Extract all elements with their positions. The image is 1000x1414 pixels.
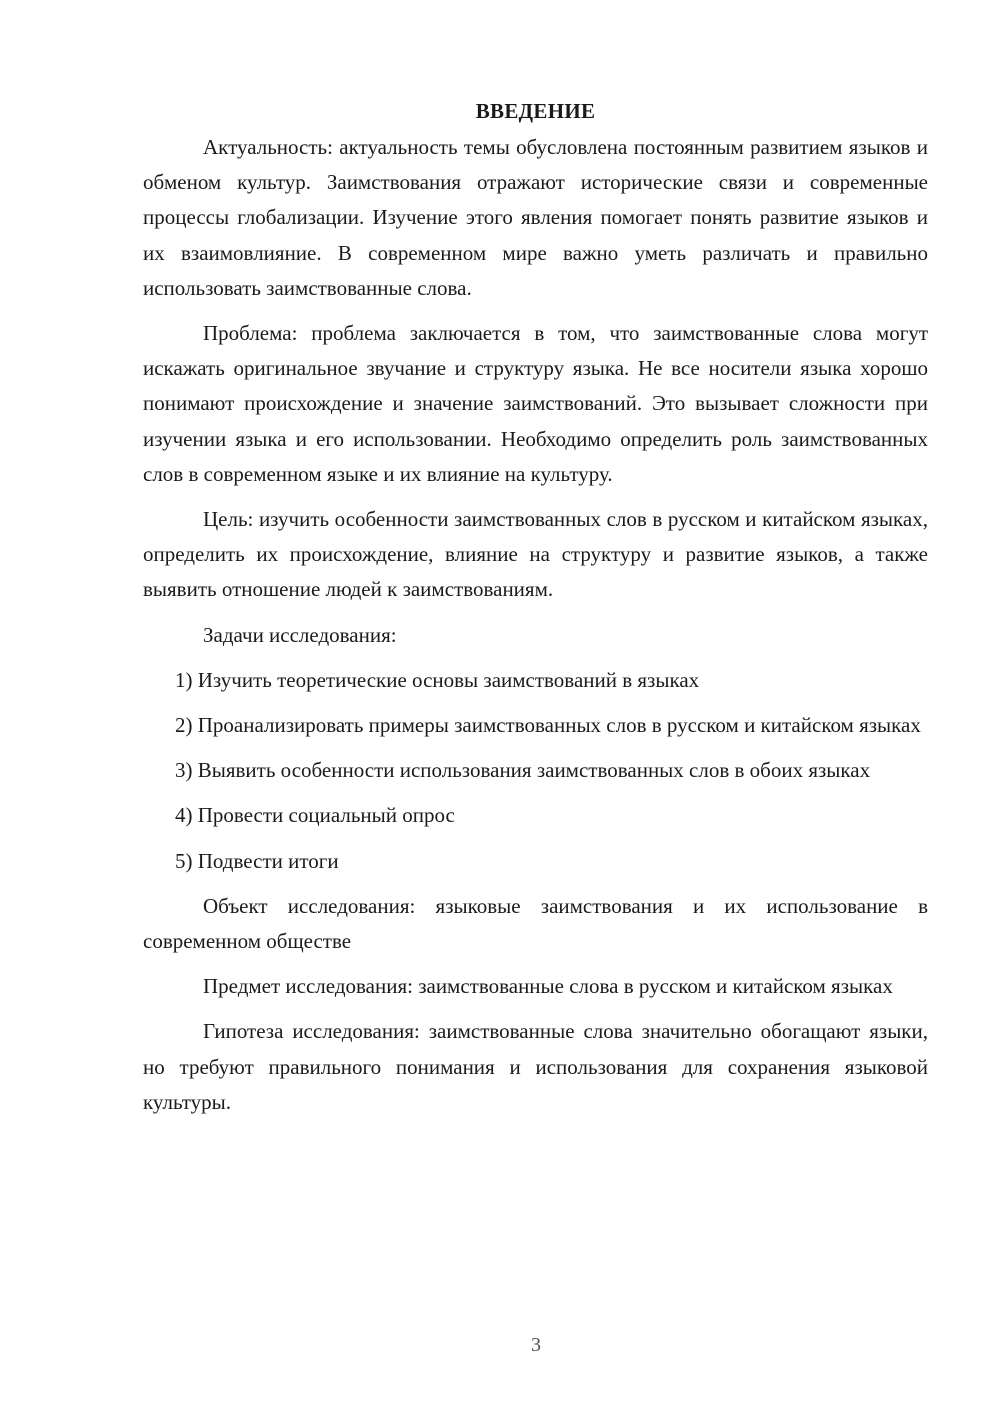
task-item: 2) Проанализировать примеры заимствованных слов в русском и китайском языках	[175, 713, 921, 738]
task-item: 3) Выявить особенности использования заимствованных слов в обоих языках	[175, 758, 871, 783]
paragraph-problem: Проблема: проблема заключается в том, что заимствованные слова могут искажать оригинальное звучание и структуру языка. Не все носители языка хорошо понимают происхождение и значение заимствований. Это вызывает сложности при изучении языка и его использовании. Необходимо определить роль заимствованных слов в современном языке и их влияние на культуру.	[143, 321, 928, 486]
paragraph-object: Объект исследования: языковые заимствования и их использование в современном обществе	[143, 893, 928, 954]
task-item: 4) Провести социальный опрос	[175, 803, 455, 828]
task-item: 5) Подвести итоги	[175, 848, 339, 873]
paragraph-hypothesis: Гипотеза исследования: заимствованные слова значительно обогащают языки, но требуют правильного понимания и использования для сохранения языковой культуры.	[143, 1019, 928, 1114]
document-title: ВВЕДЕНИЕ	[475, 99, 596, 123]
task-item: 1) Изучить теоретические основы заимствований в языках	[175, 667, 700, 692]
paragraph-relevance: Актуальность: актуальность темы обусловлена постоянным развитием языков и обменом культур. Заимствования отражают исторические связи и современные процессы глобализации. Изучение этого явления помогает понять развитие языков и их взаимовлияние. В современном мире важно уметь различать и правильно использовать заимствованные слова.	[143, 135, 928, 300]
document-page	[143, 96, 928, 1130]
paragraph-subject: Предмет исследования: заимствованные слова в русском и китайском языках	[203, 974, 893, 999]
paragraph-goal: Цель: изучить особенности заимствованных слов в русском и китайском языках, определить их происхождение, влияние на структуру и развитие языков, а также выявить отношение людей к заимствованиям.	[143, 507, 928, 602]
paragraph-tasks-heading: Задачи исследования:	[203, 622, 397, 647]
page-number: 3	[531, 1334, 541, 1356]
